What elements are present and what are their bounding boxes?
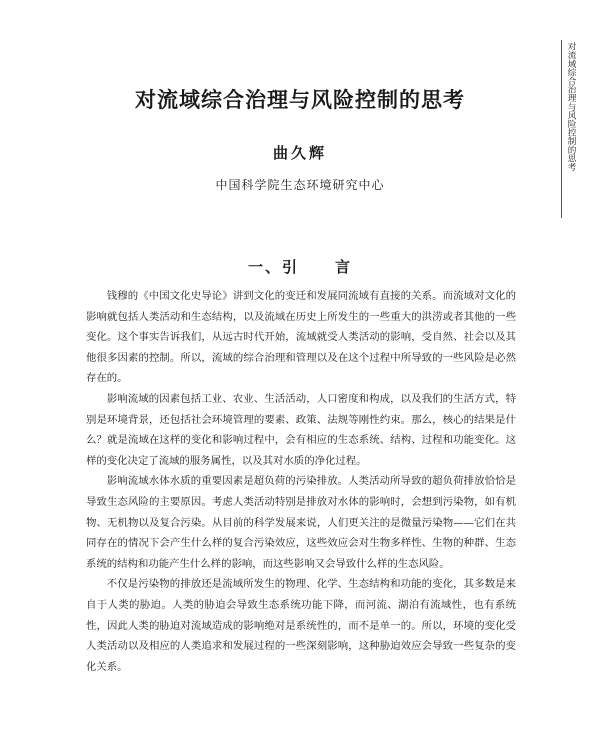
section-heading	[220, 256, 380, 277]
author-name: 曲久辉	[272, 144, 327, 162]
author-affiliation: 中国科学院生态环境研究中心	[215, 178, 385, 192]
running-title: 对流域综合治理与风险控制的思考	[566, 42, 576, 171]
running-header-sidebar	[561, 40, 578, 218]
paragraph: 影响流域水体水质的重要因素是超负荷的污染排放。人类活动所导致的超负荷排放恰恰是导致生态风险的主要原因。考虑人类活动特别是排放对水体的影响时，会想到污染物，如有机物、无机物以及复合污染。从目前的科学发展来说，人们更关注的是微量污染物——它们在共同存在的情况下会产生什么样的复合污染效应，这些效应会对生物多样性、生物的种群、生态系统的结构和功能产生什么样的影响，而这些影响又会导致什么样的生态风险。	[86, 475, 516, 570]
paragraph: 不仅是污染物的排放还是流域所发生的物理、化学、生态结构和功能的变化，其多数是来自于人类的胁迫。人类的胁迫会导致生态系统功能下降，而河流、湖泊有流域性，也有系统性，因此人类的胁迫对流域造成的影响绝对是系统性的，而不是单一的。所以，环境的变化受人类活动以及相应的人类追求和发展过程的一些深刻影响，这种胁迫效应会导致一些复杂的变化关系。	[86, 578, 516, 673]
article-title: 对流域综合治理与风险控制的思考	[135, 87, 465, 112]
paragraph: 钱穆的《中国文化史导论》讲到文化的变迁和发展同流域有直接的关系。而流域对文化的影响就包括人类活动和生态结构，以及流域在历史上所发生的一些重大的洪涝或者其他的一些变化。这个事实告诉我们，从远古时代开始，流域就受人类活动的影响，受自然、社会以及其他很多因素的控制。所以，流域的综合治理和管理以及在这个过程中所导致的一些风险是必然存在的。	[86, 290, 516, 385]
section-label: 言	[335, 258, 353, 276]
section-number: 一、引	[247, 258, 299, 276]
article-body	[86, 286, 516, 677]
paragraph: 影响流域的因素包括工业、农业、生活活动，人口密度和构成，以及我们的生活方式，特别是环境背景，还包括社会环境管理的要素、政策、法规等刚性约束。那么，核心的结果是什么？就是流域在这样的变化和影响过程中，会有相应的生态系统、结构、过程和功能变化。这样的变化决定了流域的服务属性，以及其对水质的净化过程。	[86, 392, 516, 467]
